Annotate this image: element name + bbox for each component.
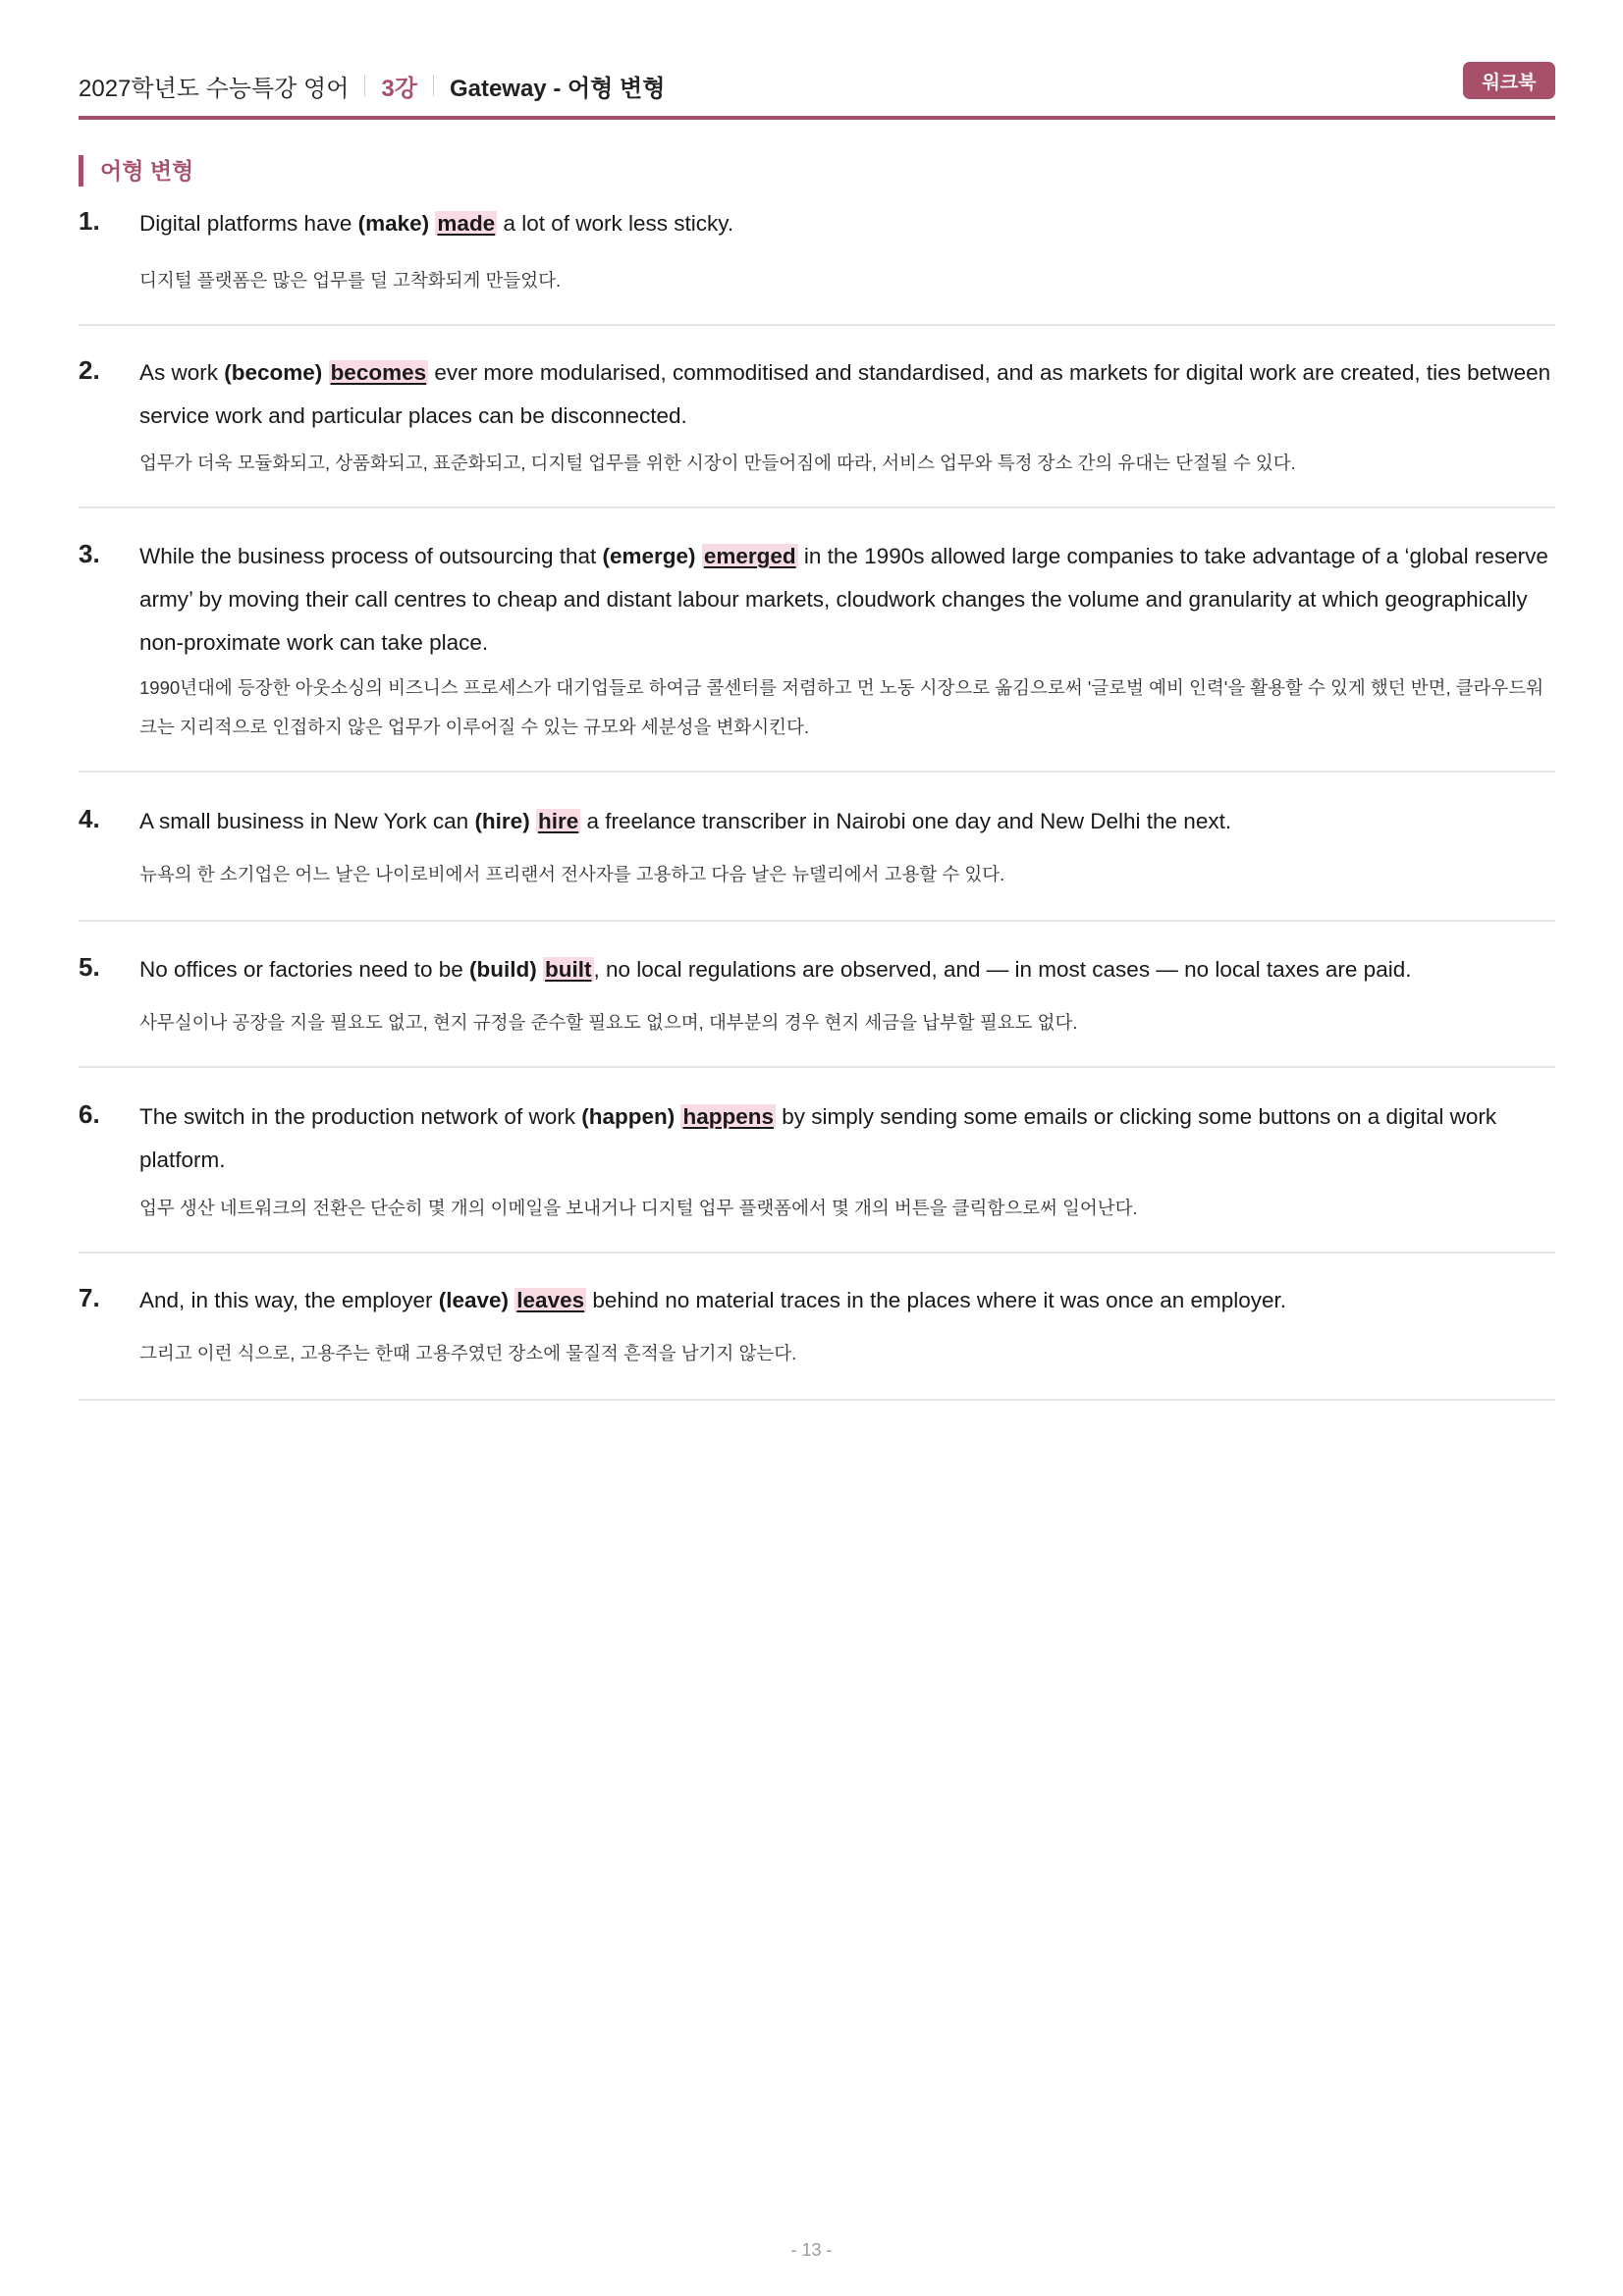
sentence-text: A small business in New York can xyxy=(139,809,475,833)
exercise-item xyxy=(79,800,1555,922)
english-sentence xyxy=(139,202,1551,245)
answer-word: becomes xyxy=(330,360,427,385)
item-number: 5. xyxy=(79,952,100,982)
sentence-text: ever more modularised, commoditised and standardised, and as markets for digital work are created, ties between service work and particular places can be disconnected. xyxy=(139,360,1551,428)
english-sentence xyxy=(139,948,1551,991)
sentence-text: And, in this way, the employer xyxy=(139,1288,439,1312)
base-verb: (emerge) xyxy=(602,544,696,568)
lesson-number: 3강 xyxy=(381,75,417,102)
answer-word: hire xyxy=(537,809,579,833)
korean-translation: 사무실이나 공장을 지을 필요도 없고, 현지 규정을 준수할 필요도 없으며, 대부분의 경우 현지 세금을 납부할 필요도 없다. xyxy=(139,1012,1078,1033)
item-number: 1. xyxy=(79,206,100,236)
sentence-text: behind no material traces in the places where it was once an employer. xyxy=(586,1288,1287,1312)
korean-translation: 1990년대에 등장한 아웃소싱의 비즈니스 프로세스가 대기업들로 하여금 콜센터를 저렴하고 먼 노동 시장으로 옮김으로써 '글로벌 예비 인력'을 활용할 수 있게 했던 반면, 클라우드워크는 지리적으로 인접하지 않은 업무가 이루어질 수 있는 규모와 세분성을 변화시킨다. xyxy=(139,677,1544,737)
english-sentence xyxy=(139,351,1551,438)
exercise-item xyxy=(79,202,1555,326)
sentence-text: a lot of work less sticky. xyxy=(497,211,734,236)
korean-translation: 그리고 이런 식으로, 고용주는 한때 고용주였던 장소에 물질적 흔적을 남기지 않는다. xyxy=(139,1343,797,1363)
sentence-text: , no local regulations are observed, and — in most cases — no local taxes are paid. xyxy=(593,957,1412,982)
korean-translation: 디지털 플랫폼은 많은 업무를 덜 고착화되게 만들었다. xyxy=(139,270,562,291)
base-verb: (become) xyxy=(224,360,323,385)
item-number: 4. xyxy=(79,804,100,833)
base-verb: (hire) xyxy=(474,809,530,833)
section-title: 어형 변형 xyxy=(79,155,193,187)
base-verb: (happen) xyxy=(581,1104,676,1129)
english-sentence xyxy=(139,535,1551,665)
sentence-text: a freelance transcriber in Nairobi one day and New Delhi the next. xyxy=(580,809,1232,833)
lesson-title: Gateway - 어형 변형 xyxy=(449,75,666,102)
exercise-item xyxy=(79,535,1555,773)
korean-translation: 업무가 더욱 모듈화되고, 상품화되고, 표준화되고, 디지털 업무를 위한 시장이 만들어짐에 따라, 서비스 업무와 특정 장소 간의 유대는 단절될 수 있다. xyxy=(139,453,1296,473)
english-sentence xyxy=(139,1095,1551,1182)
workbook-badge: 워크북 xyxy=(1463,62,1555,99)
exercise-item xyxy=(79,1095,1555,1254)
base-verb: (make) xyxy=(357,211,430,236)
page-header xyxy=(79,57,1555,114)
item-number: 7. xyxy=(79,1283,100,1312)
header-divider xyxy=(433,75,434,96)
header-divider xyxy=(364,75,365,96)
answer-word: leaves xyxy=(516,1288,585,1312)
exercise-item xyxy=(79,948,1555,1068)
book-series-title: 2027학년도 수능특강 영어 xyxy=(79,75,350,102)
english-sentence xyxy=(139,1279,1551,1322)
item-number: 6. xyxy=(79,1099,100,1129)
item-number: 3. xyxy=(79,539,100,568)
sentence-text: Digital platforms have xyxy=(139,211,358,236)
answer-word: emerged xyxy=(703,544,796,568)
korean-translation: 뉴욕의 한 소기업은 어느 날은 나이로비에서 프리랜서 전사자를 고용하고 다음 날은 뉴델리에서 고용할 수 있다. xyxy=(139,864,1005,884)
page-number: - 13 - xyxy=(790,2240,833,2260)
header-rule xyxy=(79,116,1555,120)
sentence-text: While the business process of outsourcing that xyxy=(139,544,603,568)
answer-word: made xyxy=(437,211,496,236)
korean-translation: 업무 생산 네트워크의 전환은 단순히 몇 개의 이메일을 보내거나 디지털 업무 플랫폼에서 몇 개의 버튼을 클릭함으로써 일어난다. xyxy=(139,1198,1138,1218)
exercise-item xyxy=(79,351,1555,508)
english-sentence xyxy=(139,800,1551,843)
item-number: 2. xyxy=(79,355,100,385)
base-verb: (leave) xyxy=(438,1288,510,1312)
sentence-text: As work xyxy=(139,360,225,385)
sentence-text: in the 1990s allowed large companies to take advantage of a ‘global reserve army’ by moving their call centres to cheap and distant labour markets, cloudwork changes the volume and granularity at which geographically non-proximate work can take place. xyxy=(139,544,1548,655)
answer-word: happens xyxy=(682,1104,775,1129)
base-verb: (build) xyxy=(469,957,537,982)
sentence-text: No offices or factories need to be xyxy=(139,957,470,982)
sentence-text: by simply sending some emails or clicking some buttons on a digital work platform. xyxy=(139,1104,1497,1172)
sentence-text: The switch in the production network of work xyxy=(139,1104,582,1129)
answer-word: built xyxy=(545,957,592,982)
exercise-item xyxy=(79,1279,1555,1401)
